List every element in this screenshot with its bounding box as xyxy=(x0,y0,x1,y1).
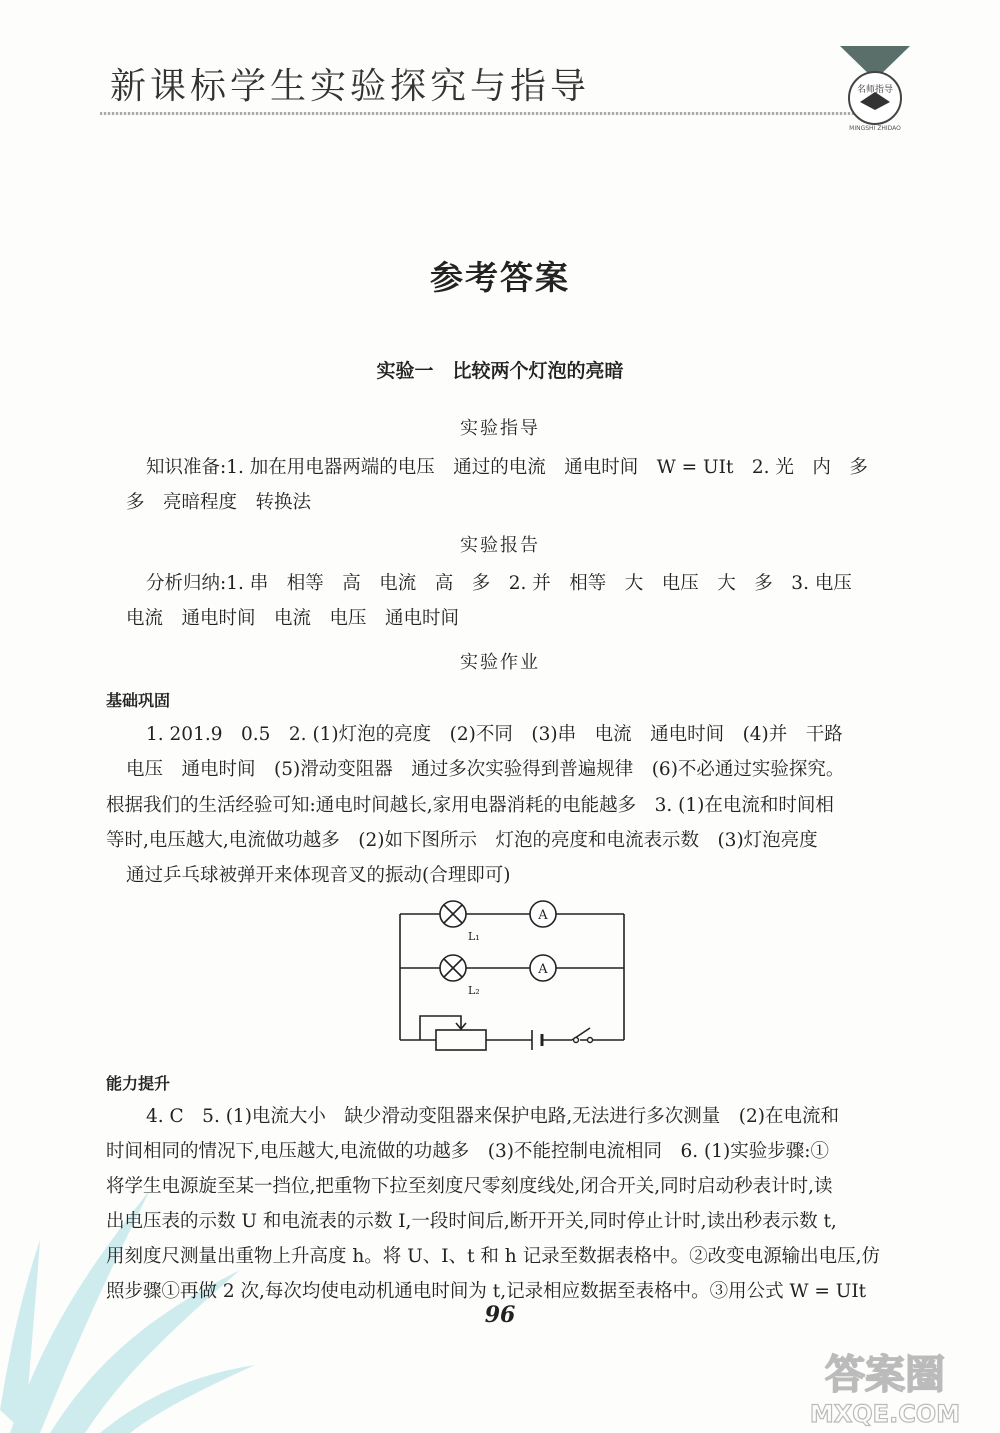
logo-subtext: MINGSHI ZHIDAO xyxy=(849,125,901,132)
basic-line-4: 等时,电压越大,电流做功越多 (2)如下图所示 灯泡的亮度和电流表示数 (3)灯泡亮度 xyxy=(106,830,818,851)
lamp-l1-icon xyxy=(440,901,466,927)
basic-line-3: 根据我们的生活经验可知:通电时间越长,家用电器消耗的电能越多 3. (1)在电流和时间相 xyxy=(106,795,834,816)
advanced-line-4: 出电压表的示数 U 和电流表的示数 I,一段时间后,断开开关,同时停止计时,读出秒表示数 t, xyxy=(106,1211,837,1232)
section-homework-title: 实验作业 xyxy=(460,652,540,673)
watermark-text: 答案圈 xyxy=(825,1352,945,1398)
advanced-line-6: 照步骤①再做 2 次,每次均使电动机通电时间为 t,记录相应数据至表格中。③用公式 W = UIt xyxy=(106,1281,867,1302)
basic-line-2: 电压 通电时间 (5)滑动变阻器 通过多次实验得到普遍规律 (6)不必通过实验探究。 xyxy=(126,759,845,780)
guide-line-2: 多 亮暗程度 转换法 xyxy=(126,492,312,513)
page-number: 96 xyxy=(484,1302,516,1328)
watermark-url: MXQE.COM xyxy=(809,1400,961,1428)
header-title: 新课标学生实验探究与指导 xyxy=(110,66,591,107)
lamp-l2-icon xyxy=(440,955,466,981)
basic-line-5: 通过乒乓球被弹开来体现音叉的振动(合理即可) xyxy=(126,865,511,886)
ammeter-2-symbol: A xyxy=(538,962,548,977)
advanced-line-2: 时间相同的情况下,电压越大,电流做的功越多 (3)不能控制电流相同 6. (1)实验步骤:① xyxy=(106,1141,829,1162)
advanced-line-1: 4. C 5. (1)电流大小 缺少滑动变阻器来保护电路,无法进行多次测量 (2)在电流和 xyxy=(146,1106,840,1127)
logo-badge xyxy=(832,40,918,132)
watermark-logo xyxy=(770,1340,1000,1430)
report-line-1: 分析归纳:1. 串 相等 高 电流 高 多 2. 并 相等 大 电压 大 多 3. 电压 xyxy=(146,573,852,594)
experiment-title: 实验一 比较两个灯泡的亮暗 xyxy=(376,360,624,382)
logo-text: 名师指导 xyxy=(856,85,894,95)
ammeter-2-icon xyxy=(530,955,556,981)
section-report-title: 实验报告 xyxy=(460,535,540,556)
guide-line-1: 知识准备:1. 加在用电器两端的电压 通过的电流 通电时间 W = UIt 2. 光 内 多 xyxy=(146,457,868,478)
basic-label: 基础巩固 xyxy=(106,691,171,710)
advanced-line-3: 将学生电源旋至某一挡位,把重物下拉至刻度尺零刻度线处,闭合开关,同时启动秒表计时,读 xyxy=(106,1176,833,1197)
advanced-line-5: 用刻度尺测量出重物上升高度 h。将 U、I、t 和 h 记录至数据表格中。②改变电源输出电压,仿 xyxy=(106,1246,880,1267)
page-title: 参考答案 xyxy=(430,258,570,297)
advanced-label: 能力提升 xyxy=(106,1074,171,1093)
lamp-l2-label: L₂ xyxy=(468,984,480,997)
section-guide-title: 实验指导 xyxy=(460,418,540,439)
ammeter-1-symbol: A xyxy=(538,908,548,923)
basic-line-1: 1. 201.9 0.5 2. (1)灯泡的亮度 (2)不同 (3)串 电流 通电时间 (4)并 干路 xyxy=(146,724,843,745)
circuit-diagram xyxy=(390,898,635,1058)
report-line-2: 电流 通电时间 电流 电压 通电时间 xyxy=(126,608,460,629)
lamp-l1-label: L₁ xyxy=(468,930,480,943)
header-divider xyxy=(100,112,860,115)
ammeter-1-icon xyxy=(530,901,556,927)
